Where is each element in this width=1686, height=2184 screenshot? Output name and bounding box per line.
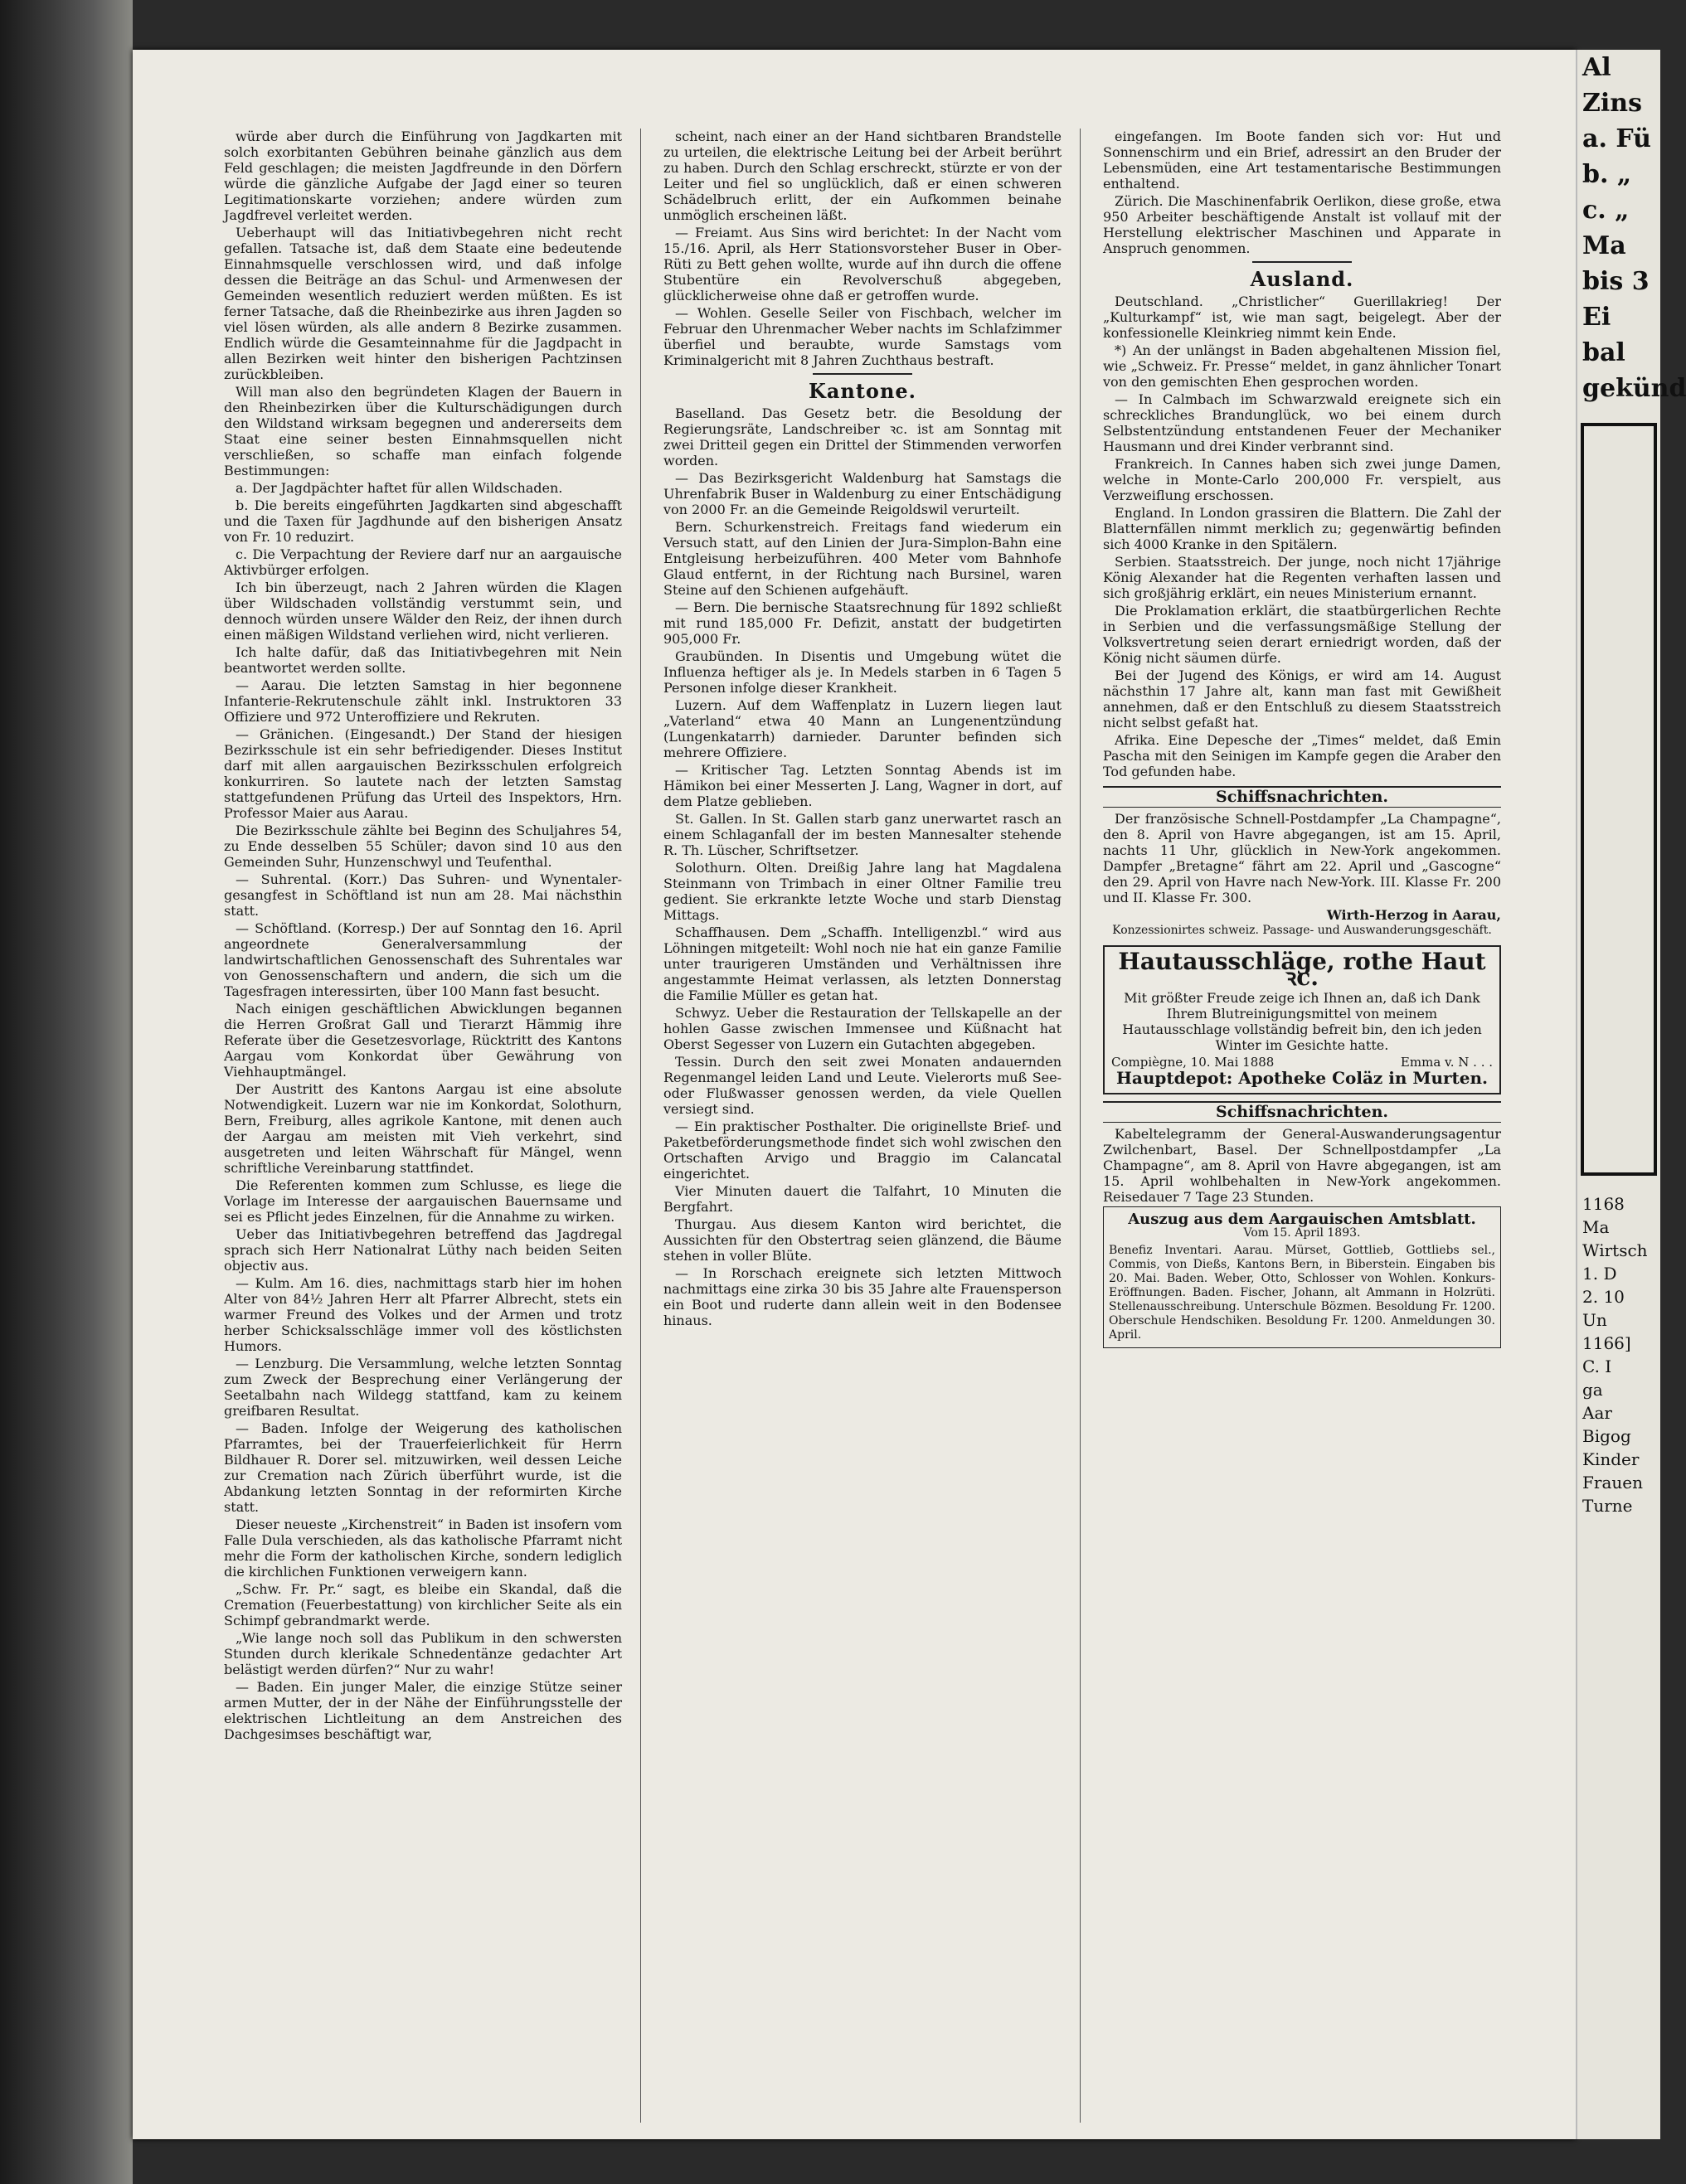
article-paragraph: — In Calmbach im Schwarzwald ereignete sich ein schreckliches Brandunglück, wo bei einem durch Selbstentzündung entstandenen Feuer der Mechaniker Hausmann und drei Kinder verbrannt sind. <box>1103 391 1501 454</box>
book-binding <box>0 0 133 2184</box>
column-1 <box>224 129 622 2123</box>
article-paragraph: c. Die Verpachtung der Reviere darf nur an aargauische Aktivbürger erfolgen. <box>224 546 622 578</box>
article-paragraph: Tessin. Durch den seit zwei Monaten andauernden Regenmangel leiden Land und Leute. Vielerorts muß See- oder Flußwasser genossen werden, da viele Quellen versiegt sind. <box>663 1054 1062 1117</box>
article-paragraph: Serbien. Staatsstreich. Der junge, noch nicht 17jährige König Alexander hat die Regenten verhaften lassen und sich großjährig erklärt, ein neues Ministerium ernannt. <box>1103 554 1501 601</box>
column-3-intro <box>1103 129 1501 256</box>
article-paragraph: Graubünden. In Disentis und Umgebung wütet die Influenza heftiger als je. In Medels starben in 6 Tagen 5 Personen infolge dieser Krankheit. <box>663 648 1062 696</box>
adjacent-page-bottom-lines <box>1577 1192 1660 1517</box>
column-3-body <box>1103 294 1501 779</box>
shipping-news-text-2: Kabeltelegramm der General-Auswanderungsagentur Zwilchenbart, Basel. Der Schnellpostdampfer „La Champagne“, am 8. April von Havre abgegangen, ist am 15. April wohlbehalten in New-York angekommen. Reisedauer 7 Tage 23 Stunden. <box>1103 1126 1501 1205</box>
article-paragraph: — Kulm. Am 16. dies, nachmittags starb hier im hohen Alter von 84½ Jahren Herr alt Pfarrer Albrecht, stets ein warmer Freund des Volkes und der Armen und trotz herber Schicksalsschläge immer voll des köstlichsten Humors. <box>224 1275 622 1354</box>
article-paragraph: — Aarau. Die letzten Samstag in hier begonnene Infanterie-Rekrutenschule zählt inkl. Instruktoren 33 Offiziere und 972 Unteroffiziere und Rekruten. <box>224 677 622 725</box>
amtsblatt-box <box>1103 1206 1501 1348</box>
shipping-agent-desc: Konzessionirtes schweiz. Passage- und Auswanderungsgeschäft. <box>1112 924 1492 937</box>
adjacent-page-strip <box>1576 50 1686 2139</box>
amtsblatt-title: Auszug aus dem Aargauischen Amtsblatt. <box>1128 1211 1476 1228</box>
adjacent-page-text: Frauen <box>1582 1473 1643 1492</box>
adjacent-page-text: Ma <box>1582 231 1626 260</box>
adjacent-page-text: bal <box>1582 338 1625 367</box>
column-divider <box>640 129 641 2123</box>
article-paragraph: Solothurn. Olten. Dreißig Jahre lang hat Magdalena Steinmann von Trimbach in einer Oltner Familie treu gedient. Sie erkrankte letzte Woche und starb Dienstag Mittags. <box>663 860 1062 923</box>
adjacent-page-text: c. „ <box>1582 196 1630 225</box>
column-2-intro <box>663 129 1062 368</box>
adjacent-page-text: Zins <box>1582 89 1642 118</box>
article-paragraph: — Lenzburg. Die Versammlung, welche letzten Sonntag zum Zweck der Besprechung einer Verlängerung der Seetalbahn nach Wildegg stattfand, kam zu keinem greifbaren Resultat. <box>224 1356 622 1419</box>
article-paragraph: — Baden. Infolge der Weigerung des katholischen Pfarramtes, bei der Trauerfeierlichkeit für Herrn Bildhauer R. Dorer sel. mitzuwirken, weil dessen Leiche zur Cremation nach Zürich überführt wurde, ist die Abdankung letzten Sonntag in der reformirten Kirche statt. <box>224 1420 622 1515</box>
amtsblatt-text: Benefiz Inventari. Aarau. Mürset, Gottlieb, Gottliebs sel., Commis, von Dießs, Kantons Bern, in Biberstein. Eingaben bis 20. Mai. Baden. Weber, Otto, Schlosser von Wohlen. Konkurs-Eröffnungen. Baden. Fischer, Johann, alt Ammann in Holzrüti. Stellenausschreibung. Unterschule Bözmen. Besoldung Fr. 1200. Oberschule Hendschiken. Besoldung Fr. 1200. Anmeldungen 30. April. <box>1109 1244 1495 1342</box>
article-paragraph: — Bern. Die bernische Staatsrechnung für 1892 schließt mit rund 185,000 Fr. Defizit, anstatt der budgetirten 905,000 Fr. <box>663 599 1062 647</box>
adjacent-page-text: Ei <box>1582 303 1611 332</box>
article-paragraph: Bei der Jugend des Königs, er wird am 14. August nächsthin 17 Jahre alt, kann man fast mit Gewißheit annehmen, daß er den Entschluß zu diesem Staatsstreich nicht selbst gefaßt hat. <box>1103 667 1501 730</box>
article-paragraph: — In Rorschach ereignete sich letzten Mittwoch nachmittags eine zirka 30 bis 35 Jahre alte Frauensperson ein Boot und ruderte dann allein weit in den Bodensee hinaus. <box>663 1265 1062 1328</box>
column-divider <box>1080 129 1081 2123</box>
newspaper-page <box>133 50 1576 2139</box>
article-paragraph: — Wohlen. Geselle Seiler von Fischbach, welcher im Februar den Uhrenmacher Weber nachts im Schlafzimmer überfiel und beraubte, wurde Samstags vom Kriminalgericht mit 8 Jahren Zuchthaus bestraft. <box>663 305 1062 368</box>
column-2-body <box>663 405 1062 1328</box>
shipping-news-title-2: Schiffsnachrichten. <box>1103 1101 1501 1123</box>
adjacent-page-text: Al <box>1582 53 1611 82</box>
article-paragraph: Dieser neueste „Kirchenstreit“ in Baden ist insofern vom Falle Dula verschieden, als das katholische Pfarramt nicht mehr die Form der katholischen Kirche, sondern lediglich die kirchlichen Funktionen verweigern kann. <box>224 1517 622 1580</box>
adjacent-page-text: 1168 <box>1582 1194 1625 1214</box>
article-paragraph: Schaffhausen. Dem „Schaffh. Intelligenzbl.“ wird aus Löhningen mitgeteilt: Wohl noch nie hat ein ganze Familie unter traurigeren Umständen und Verhältnissen ihre angestammte Heimat verlassen, als letzten Donnerstag die Familie Müller es getan hat. <box>663 925 1062 1003</box>
article-paragraph: Ueber das Initiativbegehren betreffend das Jagdregal sprach sich Herr Nationalrat Lüthy nach beiden Seiten objectiv aus. <box>224 1226 622 1274</box>
article-paragraph: Deutschland. „Christlicher“ Guerillakrieg! Der „Kulturkampf“ ist, wie man sagt, beigelegt. Aber der konfessionelle Kleinkrieg nimmt kein Ende. <box>1103 294 1501 341</box>
adjacent-page-text: 1. D <box>1582 1264 1617 1284</box>
article-paragraph: a. Der Jagdpächter haftet für allen Wildschaden. <box>236 480 563 496</box>
column-3 <box>1103 129 1501 2123</box>
article-paragraph: St. Gallen. In St. Gallen starb ganz unerwartet rasch an einem Schlaganfall der im besten Mannesalter stehende R. Th. Lüscher, Schriftsetzer. <box>663 811 1062 858</box>
adjacent-page-text: gekünd <box>1582 374 1686 403</box>
advertisement-depot: Hauptdepot: Apotheke Coläz in Murten. <box>1115 1068 1489 1088</box>
advertisement-text: Mit größter Freude zeige ich Ihnen an, daß ich Dank Ihrem Blutreinigungsmittel von meinem Hautausschlage vollständig befreit bin, den ich jeden Winter im Gesichte hatte. <box>1122 990 1482 1053</box>
adjacent-page-ad-frame <box>1581 423 1657 1176</box>
adjacent-page-text: b. „ <box>1582 160 1632 189</box>
article-paragraph: — Suhrental. (Korr.) Das Suhren- und Wynentaler-gesangfest in Schöftland ist nun am 28. Mai nächsthin statt. <box>224 871 622 919</box>
column-2 <box>663 129 1062 2123</box>
advertisement-title: Hautausschläge, rothe Haut ꝛc. <box>1118 948 1486 991</box>
adjacent-page-text: bis 3 <box>1582 267 1650 296</box>
article-paragraph: — Ein praktischer Posthalter. Die originellste Brief- und Paketbeförderungsmethode findet sich wohl zwischen den Ortschaften Arvigo und Braggio im Calancatal eingerichtet. <box>663 1119 1062 1182</box>
article-paragraph: scheint, nach einer an der Hand sichtbaren Brandstelle zu urteilen, die elektrische Leitung bei der Arbeit berührt zu haben. Durch den Schlag erschreckt, stürzte er von der Leiter und fiel so unglücklich, daß er einen schweren Schädelbruch erlitt, der ein Aufkommen beinahe unmöglich erscheinen läßt. <box>663 129 1062 223</box>
article-paragraph: Bern. Schurkenstreich. Freitags fand wiederum ein Versuch statt, auf den Linien der Jura-Simplon-Bahn eine Entgleisung herbeizuführen. 400 Meter vom Bahnhofe Glaud entfernt, in der Richtung nach Bursinel, waren Steine auf den Schienen aufgehäuft. <box>663 519 1062 598</box>
article-paragraph: Nach einigen geschäftlichen Abwicklungen begannen die Herren Großrat Gall und Tierarzt Hämmig ihre Referate über die Gesetzesvorlage, Rücktritt des Kantons Aargau vom Konkordat über Gewährung von Viehhauptmängel. <box>224 1001 622 1080</box>
article-paragraph: — Kritischer Tag. Letzten Sonntag Abends ist im Hämikon bei einer Messerten J. Lang, Wagner in dort, auf dem Platze geblieben. <box>663 762 1062 809</box>
article-paragraph: — Gränichen. (Eingesandt.) Der Stand der hiesigen Bezirksschule ist ein sehr befriedigender. Dieses Institut darf mit allen aargauischen Bezirksschulen erfolgreich konkurriren. So lautete nach der letzten Samstag stattgefundenen Prüfung das Urteil des Inspektors, Hrn. Professor Maier aus Aarau. <box>224 726 622 821</box>
shipping-news-title: Schiffsnachrichten. <box>1103 786 1501 808</box>
article-paragraph: *) An der unlängst in Baden abgehaltenen Mission fiel, wie „Schweiz. Fr. Presse“ meldet, in ganz ähnlicher Tonart von den gemischten Ehen gesprochen worden. <box>1103 342 1501 390</box>
adjacent-page-top-lines <box>1577 50 1686 406</box>
advertisement-box <box>1103 945 1501 1094</box>
article-paragraph: Ich halte dafür, daß das Initiativbegehren mit Nein beantwortet werden sollte. <box>224 644 622 676</box>
article-paragraph: würde aber durch die Einführung von Jagdkarten mit solch exorbitanten Gebühren beinahe gänzlich aus dem Feld geschlagen; die meisten Jagdfreunde in den Dörfern würde die gänzliche Aufgabe der Jagd einer so teuren Legitimationskarte vorziehen; andere würden zum Jagdfrevel verleitet werden. <box>224 129 622 223</box>
article-paragraph: eingefangen. Im Boote fanden sich vor: Hut und Sonnenschirm und ein Brief, adressirt an den Bruder der Lebensmüden, eine Art testamentarische Bestimmungen enthaltend. <box>1103 129 1501 192</box>
article-paragraph: Baselland. Das Gesetz betr. die Besoldung der Regierungsräte, Landschreiber ꝛc. ist am Sonntag mit zwei Dritteil gegen ein Drittel der Stimmenden verworfen worden. <box>663 405 1062 468</box>
advertisement-place: Compiègne, 10. Mai 1888 <box>1111 1055 1275 1070</box>
adjacent-page-text: ga <box>1582 1380 1603 1400</box>
article-paragraph: Vier Minuten dauert die Talfahrt, 10 Minuten die Bergfahrt. <box>663 1183 1062 1215</box>
section-rule <box>1252 261 1352 263</box>
section-rule <box>813 373 912 375</box>
adjacent-page-text: Turne <box>1582 1496 1633 1516</box>
article-paragraph: b. Die bereits eingeführten Jagdkarten sind abgeschafft und die Taxen für Jagdhunde auf den bisherigen Ansatz von Fr. 10 reduzirt. <box>224 497 622 545</box>
adjacent-page-text: a. Fü <box>1582 124 1651 153</box>
article-paragraph: Ueberhaupt will das Initiativbegehren nicht recht gefallen. Tatsache ist, daß dem Staate eine bedeutende Einnahmsquelle verschlossen wird, und daß infolge dessen die Beiträge an das Schul- und Armenwesen der Gemeinden wesentlich reduziert werden müßten. Es ist ferner Tatsache, daß die Rheinbezirke aus ihren Jagden so viel lösen würden, als alle andern 8 Bezirke zusammen. Endlich würde die Gesamteinnahme für die Jagdpacht in allen Bezirken weit hinter den bisherigen Pachtzinsen zurückbleiben. <box>224 225 622 382</box>
article-paragraph: — Schöftland. (Korresp.) Der auf Sonntag den 16. April angeordnete Generalversammlung der landwirtschaftlichen Genossenschaft des Suhrentales war von Genossenschaftern und andern, die sich um die Tagesfragen interessirten, über 100 Mann fast besucht. <box>224 920 622 999</box>
article-paragraph: „Schw. Fr. Pr.“ sagt, es bleibe ein Skandal, daß die Cremation (Feuerbestattung) von kirchlicher Seite als ein Schimpf gebrandmarkt werde. <box>224 1581 622 1628</box>
article-paragraph: Schwyz. Ueber die Restauration der Tellskapelle an der hohlen Gasse zwischen Immensee und Küßnacht hat Oberst Segesser von Luzern ein Gutachten abgegeben. <box>663 1005 1062 1052</box>
adjacent-page-text: Ma <box>1582 1217 1610 1237</box>
adjacent-page-text: Wirtsch <box>1582 1240 1648 1260</box>
adjacent-page-text: Aar <box>1582 1403 1612 1423</box>
shipping-agent: Wirth-Herzog in Aarau, <box>1326 907 1501 923</box>
adjacent-page-text: 1166] <box>1582 1333 1631 1353</box>
adjacent-page-text: Bigog <box>1582 1426 1631 1446</box>
article-paragraph: Der Austritt des Kantons Aargau ist eine absolute Notwendigkeit. Luzern war nie im Konkordat, Solothurn, Bern, Freiburg, alles agrikole Kantone, mit denen auch der Aargau am meisten mit Vieh verkehrt, sind ausgetreten und leiten Währschaft für Mängel, wenn schriftliche Vereinbarung stattfindet. <box>224 1081 622 1176</box>
shipping-news-text: Der französische Schnell-Postdampfer „La Champagne“, den 8. April von Havre abgegangen, ist am 15. April, nachts 11 Uhr, glücklich in New-York angekommen. Dampfer „Bretagne“ fährt am 22. April und „Gascogne“ den 29. April von Havre nach New-York. III. Klasse Fr. 200 und II. Klasse Fr. 300. <box>1103 811 1501 905</box>
article-paragraph: Thurgau. Aus diesem Kanton wird berichtet, die Aussichten für den Obstertrag seien glänzend, die Bäume stehen in voller Blüte. <box>663 1216 1062 1264</box>
article-paragraph: — Das Bezirksgericht Waldenburg hat Samstags die Uhrenfabrik Buser in Waldenburg zu einer Entschädigung von 2000 Fr. an die Gemeinde Reigoldswil verurteilt. <box>663 470 1062 517</box>
article-paragraph: — Baden. Ein junger Maler, die einzige Stütze seiner armen Mutter, der in der Nähe der Einführungsstelle der elektrischen Lichtleitung an dem Anstreichen des Dachgesimses beschäftigt war, <box>224 1679 622 1742</box>
article-paragraph: — Freiamt. Aus Sins wird berichtet: In der Nacht vom 15./16. April, als Herr Stationsvorsteher Buser in Ober-Rüti zu Bett gehen wollte, wurde auf ihn durch die offene Stubentüre ein Revolverschuß abgegeben, glücklicherweise ohne daß er getroffen wurde. <box>663 225 1062 303</box>
article-paragraph: Ich bin überzeugt, nach 2 Jahren würden die Klagen über Wildschaden vollständig verstummt sein, und dennoch würden unsere Wälder den Reiz, der ihnen durch einen mäßigen Wildstand verliehen wird, nicht verlieren. <box>224 580 622 643</box>
adjacent-page-text: 2. 10 <box>1582 1287 1625 1307</box>
adjacent-page-text: C. I <box>1582 1357 1612 1376</box>
section-title-ausland: Ausland. <box>1250 267 1354 291</box>
adjacent-page-text: Un <box>1582 1310 1607 1330</box>
article-paragraph: Zürich. Die Maschinenfabrik Oerlikon, diese große, etwa 950 Arbeiter beschäftigende Anstalt ist vollauf mit der Herstellung elektrischer Maschinen und Apparate in Anspruch genommen. <box>1103 193 1501 256</box>
section-title-kantone: Kantone. <box>808 379 917 403</box>
article-paragraph: Luzern. Auf dem Waffenplatz in Luzern liegen laut „Vaterland“ etwa 40 Mann an Lungenentzündung (Lungenkatarrh) darnieder. Darunter befinden sich mehrere Offiziere. <box>663 697 1062 760</box>
article-paragraph: Will man also den begründeten Klagen der Bauern in den Rheinbezirken über die Kulturschädigungen durch den Wildstand wirksam begegnen und andererseits dem Staat eine seiner besten Einnahmsquellen nicht verschließen, so schaffe man einfach folgende Bestimmungen: <box>224 384 622 478</box>
article-paragraph: Frankreich. In Cannes haben sich zwei junge Damen, welche in Monte-Carlo 200,000 Fr. verspielt, aus Verzweiflung erschossen. <box>1103 456 1501 503</box>
advertisement-signature: Emma v. N . . . <box>1400 1055 1493 1070</box>
adjacent-page-text: Kinder <box>1582 1449 1640 1469</box>
article-paragraph: Die Proklamation erklärt, die staatbürgerlichen Rechte in Serbien und die verfassungsmäßige Stellung der Volksvertretung seien derart erniedrigt worden, daß der König nicht säumen dürfe. <box>1103 603 1501 666</box>
article-paragraph: Die Referenten kommen zum Schlusse, es liege die Vorlage im Interesse der aargauischen Bauernsame und sei es Pflicht jedes Einzelnen, für die Annahme zu wirken. <box>224 1177 622 1225</box>
article-paragraph: Die Bezirksschule zählte bei Beginn des Schuljahres 54, zu Ende desselben 55 Schüler; davon sind 10 aus den Gemeinden Suhr, Hunzenschwyl und Teufenthal. <box>224 823 622 870</box>
article-paragraph: Afrika. Eine Depesche der „Times“ meldet, daß Emin Pascha mit den Seinigen im Kampfe gegen die Araber den Tod gefunden habe. <box>1103 732 1501 779</box>
article-paragraph: „Wie lange noch soll das Publikum in den schwersten Stunden durch klerikale Schnedentänze gedachter Art belästigt werden dürfen?“ Nur zu wahr! <box>224 1630 622 1677</box>
article-paragraph: England. In London grassiren die Blattern. Die Zahl der Blatternfällen nimmt merklich zu; gegenwärtig befinden sich 4000 Kranke in den Spitälern. <box>1103 505 1501 552</box>
amtsblatt-date: Vom 15. April 1893. <box>1243 1226 1361 1240</box>
